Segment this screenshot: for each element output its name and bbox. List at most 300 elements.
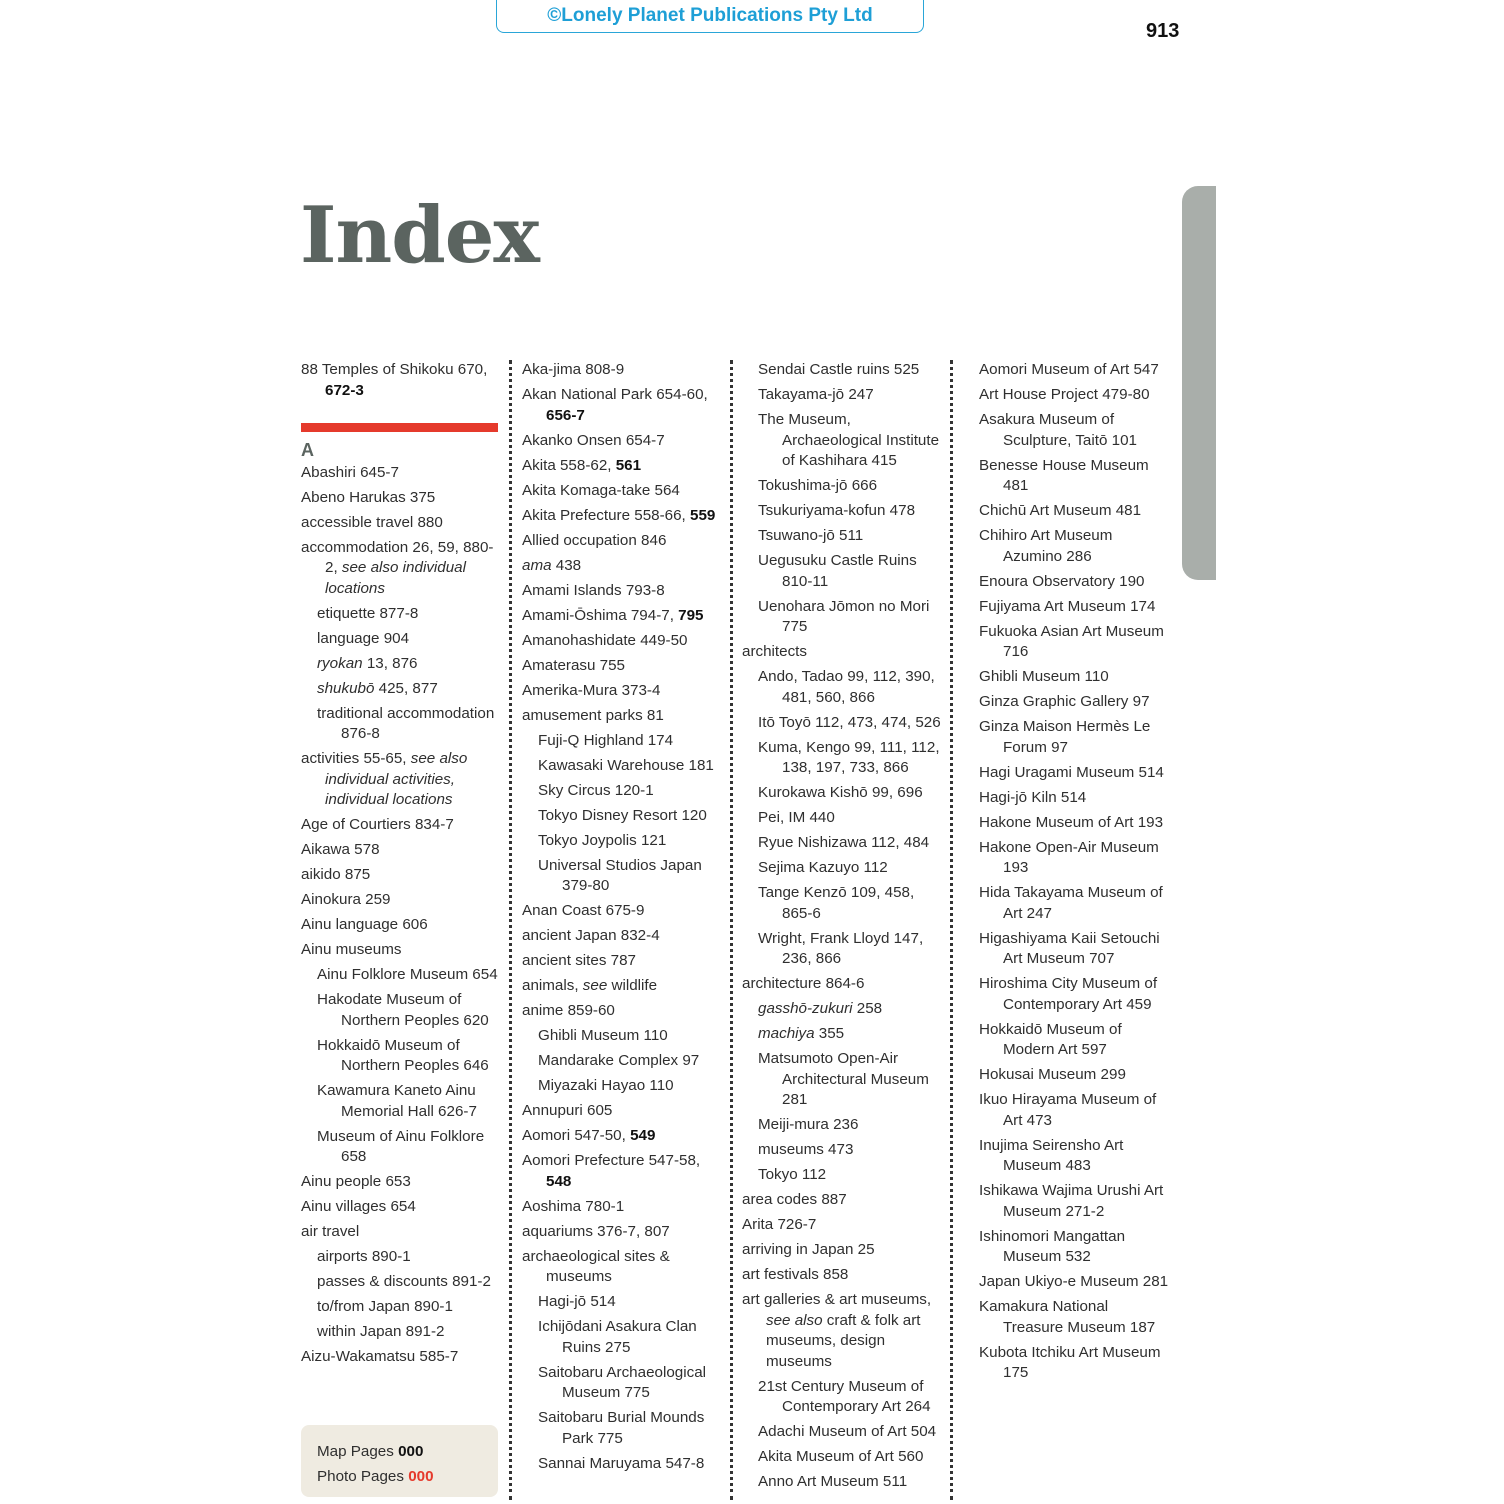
index-entry bbox=[522, 506, 722, 527]
entry-text: 88 Temples of Shikoku 670, bbox=[301, 361, 488, 378]
index-entry bbox=[979, 360, 1169, 381]
index-subentry bbox=[522, 1317, 722, 1358]
entry-text: animals, bbox=[522, 977, 583, 994]
entry-text: Ando, Tadao 99, 112, 390, 481, 560, 866 bbox=[758, 668, 935, 706]
entry-text: Sendai Castle ruins 525 bbox=[758, 361, 920, 378]
index-subentry bbox=[301, 1322, 498, 1343]
entry-text: Hokusai Museum 299 bbox=[979, 1066, 1126, 1083]
entry-text: arriving in Japan 25 bbox=[742, 1241, 875, 1258]
index-entry bbox=[979, 813, 1169, 834]
entry-text: Hagi Uragami Museum 514 bbox=[979, 763, 1164, 781]
entry-text: Enoura Observatory 190 bbox=[979, 572, 1145, 590]
entry-text: Tsuwano-jō 511 bbox=[758, 527, 864, 544]
entry-text: Tokyo Joypolis 121 bbox=[538, 831, 667, 849]
entry-text: Uegusuku Castle Ruins 810-11 bbox=[758, 552, 917, 590]
index-entry bbox=[522, 456, 722, 477]
entry-text: Ginza Maison Hermès Le Forum 97 bbox=[979, 718, 1151, 756]
index-entry bbox=[522, 1001, 722, 1022]
legend-photo-value: 000 bbox=[408, 1468, 434, 1485]
index-entry bbox=[522, 1247, 722, 1288]
index-subentry bbox=[301, 1297, 498, 1318]
entry-text: Ainu language 606 bbox=[301, 916, 428, 933]
index-column-2 bbox=[522, 360, 722, 1479]
index-entry bbox=[979, 717, 1169, 758]
index-subentry bbox=[301, 629, 498, 650]
index-entry bbox=[522, 431, 722, 452]
index-entry bbox=[301, 1347, 498, 1368]
entry-text: Higashiyama Kaii Setouchi Art Museum 707 bbox=[979, 929, 1160, 967]
index-entry bbox=[301, 488, 498, 509]
index-subentry bbox=[522, 1026, 722, 1047]
index-subentry bbox=[301, 604, 498, 625]
entry-text: 438 bbox=[551, 556, 582, 574]
entry-text: Ishinomori Mangattan Museum 532 bbox=[979, 1227, 1126, 1265]
entry-text: traditional accommodation 876-8 bbox=[317, 704, 495, 742]
entry-text: Anno Art Museum 511 bbox=[758, 1473, 908, 1490]
index-entry bbox=[301, 749, 498, 811]
entry-text: ancient sites 787 bbox=[522, 952, 636, 969]
entry-text: archaeological sites & museums bbox=[522, 1247, 670, 1285]
entry-text: ryokan bbox=[317, 654, 363, 672]
entry-text: art festivals 858 bbox=[742, 1266, 849, 1283]
index-column-1 bbox=[301, 360, 498, 1372]
index-subentry bbox=[742, 999, 947, 1020]
index-subentry bbox=[742, 929, 947, 970]
index-subentry bbox=[522, 831, 722, 852]
entry-text: area codes 887 bbox=[742, 1191, 847, 1208]
index-entry bbox=[979, 1090, 1169, 1131]
index-subentry bbox=[742, 1140, 947, 1161]
index-entry bbox=[979, 1297, 1169, 1338]
entry-text: Sejima Kazuyo 112 bbox=[758, 859, 888, 876]
entry-text: Museum of Ainu Folklore 658 bbox=[317, 1127, 485, 1165]
entry-text: Hagi-jō Kiln 514 bbox=[979, 788, 1087, 806]
entry-text: Hida Takayama Museum of Art 247 bbox=[979, 884, 1163, 922]
entry-text: Ainu museums bbox=[301, 941, 402, 958]
entry-text: 258 bbox=[852, 1000, 883, 1017]
entry-text: 656-7 bbox=[546, 406, 585, 424]
entry-text: Benesse House Museum 481 bbox=[979, 456, 1149, 494]
entry-text: Abeno Harukas 375 bbox=[301, 488, 436, 506]
entry-text: Kuma, Kengo 99, 111, 112, 138, 197, 733, 866 bbox=[758, 738, 940, 776]
index-subentry bbox=[301, 654, 498, 675]
index-entry bbox=[522, 1197, 722, 1218]
index-subentry bbox=[301, 1272, 498, 1293]
index-entry bbox=[301, 840, 498, 861]
index-subentry bbox=[742, 738, 947, 779]
entry-text: Kubota Itchiku Art Museum 175 bbox=[979, 1343, 1161, 1381]
entry-text: see also individual locations bbox=[325, 559, 467, 597]
entry-text: Sky Circus 120-1 bbox=[538, 781, 654, 799]
page-number: 913 bbox=[1146, 20, 1180, 42]
index-entry bbox=[301, 915, 498, 936]
legend-map-label: Map Pages bbox=[317, 1443, 394, 1460]
entry-text: Ghibli Museum 110 bbox=[979, 668, 1109, 685]
entry-text: Sannai Maruyama 547-8 bbox=[538, 1454, 705, 1472]
entry-text: Akita Museum of Art 560 bbox=[758, 1448, 924, 1465]
index-entry bbox=[979, 838, 1169, 879]
index-subentry bbox=[742, 783, 947, 804]
entry-text: Ainu Folklore Museum 654 bbox=[317, 966, 498, 983]
index-entry bbox=[522, 531, 722, 552]
index-subentry bbox=[742, 551, 947, 592]
entry-text: The Museum, Archaeological Institute of Kashihara 415 bbox=[758, 411, 940, 469]
legend-map-pages bbox=[317, 1439, 498, 1464]
index-entry bbox=[301, 538, 498, 600]
entry-text: A bbox=[301, 440, 314, 460]
index-subentry bbox=[301, 990, 498, 1031]
entry-text: Hokkaidō Museum of Modern Art 597 bbox=[979, 1020, 1122, 1058]
index-entry bbox=[522, 1151, 722, 1192]
entry-text: passes & discounts 891-2 bbox=[317, 1273, 491, 1290]
index-subentry bbox=[742, 1377, 947, 1418]
index-entry bbox=[742, 1190, 947, 1211]
index-entry bbox=[301, 1197, 498, 1218]
index-subentry bbox=[742, 1447, 947, 1468]
entry-text: Fuji-Q Highland 174 bbox=[538, 731, 674, 749]
index-subentry bbox=[742, 526, 947, 547]
entry-text: Amanohashidate 449-50 bbox=[522, 631, 688, 649]
index-entry bbox=[742, 1290, 947, 1372]
entry-text: accessible travel 880 bbox=[301, 513, 443, 531]
index-subentry bbox=[742, 1472, 947, 1493]
entry-text: 672-3 bbox=[325, 381, 364, 399]
entry-text: Matsumoto Open-Air Architectural Museum 281 bbox=[758, 1050, 929, 1108]
index-subentry bbox=[742, 667, 947, 708]
entry-text: Kamakura National Treasure Museum 187 bbox=[979, 1298, 1156, 1336]
entry-text: 21st Century Museum of Contemporary Art 264 bbox=[758, 1377, 931, 1415]
index-subentry bbox=[742, 808, 947, 829]
index-subentry bbox=[522, 856, 722, 897]
index-entry bbox=[522, 951, 722, 972]
index-subentry bbox=[742, 713, 947, 734]
entry-text: air travel bbox=[301, 1223, 360, 1240]
index-entry bbox=[979, 929, 1169, 970]
entry-text: Mandarake Complex 97 bbox=[538, 1052, 700, 1069]
index-entry bbox=[979, 1272, 1169, 1293]
entry-text: Japan Ukiyo-e Museum 281 bbox=[979, 1273, 1169, 1290]
index-subentry bbox=[742, 883, 947, 924]
entry-text: aquariums 376-7, 807 bbox=[522, 1222, 670, 1240]
index-subentry bbox=[522, 731, 722, 752]
index-subentry bbox=[742, 385, 947, 406]
entry-text: airports 890-1 bbox=[317, 1248, 411, 1265]
index-entry bbox=[979, 788, 1169, 809]
index-entry bbox=[979, 526, 1169, 567]
index-entry bbox=[979, 572, 1169, 593]
index-entry bbox=[522, 385, 722, 426]
entry-text: Kawamura Kaneto Ainu Memorial Hall 626-7 bbox=[317, 1082, 477, 1120]
index-subentry bbox=[301, 1247, 498, 1268]
entry-text: Akita 558-62, bbox=[522, 456, 616, 474]
entry-text: Annupuri 605 bbox=[522, 1102, 613, 1119]
index-entry bbox=[522, 556, 722, 577]
index-entry bbox=[742, 642, 947, 663]
entry-text: gasshō-zukuri bbox=[758, 1000, 853, 1017]
index-subentry bbox=[742, 1115, 947, 1136]
entry-text: Ainokura 259 bbox=[301, 891, 391, 908]
entry-text: museums 473 bbox=[758, 1141, 854, 1158]
entry-text: Ichijōdani Asakura Clan Ruins 275 bbox=[538, 1318, 697, 1356]
entry-text: Itō Toyō 112, 473, 474, 526 bbox=[758, 713, 941, 731]
index-subentry bbox=[742, 597, 947, 638]
index-subentry bbox=[742, 1024, 947, 1045]
index-entry bbox=[301, 1222, 498, 1243]
entry-text: Aka-jima 808-9 bbox=[522, 361, 625, 378]
entry-text: 795 bbox=[678, 606, 704, 624]
entry-text: Amaterasu 755 bbox=[522, 656, 625, 674]
entry-text: art galleries & art museums, bbox=[742, 1291, 932, 1308]
index-entry bbox=[301, 513, 498, 534]
index-entry bbox=[522, 681, 722, 702]
entry-text: Ishikawa Wajima Urushi Art Museum 271-2 bbox=[979, 1182, 1164, 1220]
index-entry bbox=[979, 1181, 1169, 1222]
entry-text: Ainu people 653 bbox=[301, 1173, 411, 1190]
entry-text: Tokyo Disney Resort 120 bbox=[538, 806, 707, 824]
index-column-3 bbox=[742, 360, 947, 1497]
column-divider bbox=[509, 360, 512, 1500]
entry-text: Hakone Museum of Art 193 bbox=[979, 813, 1164, 831]
index-entry bbox=[522, 631, 722, 652]
entry-text: see also bbox=[766, 1311, 823, 1329]
entry-text: Miyazaki Hayao 110 bbox=[538, 1077, 674, 1094]
entry-text: 425, 877 bbox=[374, 679, 438, 697]
entry-text: language 904 bbox=[317, 629, 410, 647]
entry-text: Kurokawa Kishō 99, 696 bbox=[758, 784, 923, 801]
entry-text: Amami-Ōshima 794-7, bbox=[522, 606, 679, 624]
entry-text: accommodation 26, 59, 880-2, bbox=[301, 538, 494, 576]
index-subentry bbox=[522, 1076, 722, 1097]
index-entry bbox=[979, 692, 1169, 713]
entry-text: Anan Coast 675-9 bbox=[522, 902, 645, 919]
entry-text: Fujiyama Art Museum 174 bbox=[979, 597, 1156, 615]
entry-text: 548 bbox=[546, 1172, 572, 1190]
entry-text: 561 bbox=[615, 456, 642, 474]
entry-text: shukubō bbox=[317, 679, 375, 697]
index-entry bbox=[522, 1126, 722, 1147]
index-entry bbox=[979, 1136, 1169, 1177]
entry-text: Inujima Seirensho Art Museum 483 bbox=[979, 1136, 1124, 1174]
entry-text: Meiji-mura 236 bbox=[758, 1116, 859, 1133]
index-entry bbox=[522, 1101, 722, 1122]
entry-text: Saitobaru Archaeological Museum 775 bbox=[538, 1363, 707, 1401]
entry-text: Aomori Prefecture 547-58, bbox=[522, 1152, 701, 1169]
index-entry bbox=[979, 385, 1169, 406]
index-entry bbox=[522, 606, 722, 627]
entry-text: Akanko Onsen 654-7 bbox=[522, 431, 665, 449]
entry-text: Hakone Open-Air Museum 193 bbox=[979, 838, 1159, 876]
index-subentry bbox=[742, 410, 947, 472]
entry-text: Ghibli Museum 110 bbox=[538, 1027, 668, 1044]
index-subentry bbox=[301, 679, 498, 700]
index-entry bbox=[979, 1020, 1169, 1061]
index-subentry bbox=[301, 1127, 498, 1168]
index-subentry bbox=[522, 1051, 722, 1072]
entry-text: to/from Japan 890-1 bbox=[317, 1298, 453, 1315]
index-entry bbox=[742, 1240, 947, 1261]
index-entry bbox=[979, 1065, 1169, 1086]
index-entry bbox=[742, 1265, 947, 1286]
index-entry bbox=[979, 456, 1169, 497]
entry-text: Amerika-Mura 373-4 bbox=[522, 681, 661, 699]
index-subentry bbox=[522, 1292, 722, 1313]
index-subentry bbox=[742, 1422, 947, 1443]
index-subentry bbox=[742, 476, 947, 497]
index-subentry bbox=[742, 1049, 947, 1111]
entry-text: Saitobaru Burial Mounds Park 775 bbox=[538, 1409, 705, 1447]
index-subentry bbox=[301, 965, 498, 986]
index-subentry bbox=[301, 1081, 498, 1122]
entry-text: within Japan 891-2 bbox=[317, 1323, 445, 1340]
entry-text: Hakodate Museum of Northern Peoples 620 bbox=[317, 991, 489, 1029]
index-subentry bbox=[742, 360, 947, 381]
index-entry bbox=[301, 815, 498, 836]
entry-text: Allied occupation 846 bbox=[522, 531, 667, 549]
entry-text: activities 55-65, bbox=[301, 750, 411, 767]
column-divider bbox=[730, 360, 733, 1500]
legend-map-value: 000 bbox=[398, 1443, 424, 1460]
entry-text: Akan National Park 654-60, bbox=[522, 386, 708, 403]
entry-text: Ikuo Hirayama Museum of Art 473 bbox=[979, 1091, 1157, 1129]
page-legend bbox=[301, 1425, 498, 1497]
entry-text: Amami Islands 793-8 bbox=[522, 581, 665, 599]
entry-text: Ryue Nishizawa 112, 484 bbox=[758, 834, 930, 851]
index-subentry bbox=[522, 1408, 722, 1449]
entry-text: 549 bbox=[630, 1127, 656, 1144]
index-entry bbox=[522, 901, 722, 922]
entry-text: Adachi Museum of Art 504 bbox=[758, 1423, 937, 1440]
entry-text: Kawasaki Warehouse 181 bbox=[538, 756, 714, 774]
entry-text: Tange Kenzō 109, 458, 865-6 bbox=[758, 884, 915, 922]
index-subentry bbox=[522, 1454, 722, 1475]
index-entry bbox=[301, 890, 498, 911]
entry-text: ancient Japan 832-4 bbox=[522, 927, 660, 944]
index-entry bbox=[522, 1222, 722, 1243]
entry-text: amusement parks 81 bbox=[522, 706, 664, 724]
entry-text: Asakura Museum of Sculpture, Taitō 101 bbox=[979, 411, 1137, 449]
index-entry bbox=[301, 360, 498, 401]
index-subentry bbox=[522, 806, 722, 827]
index-subentry bbox=[742, 1165, 947, 1186]
entry-text: Hagi-jō 514 bbox=[538, 1293, 616, 1310]
entry-text: Ainu villages 654 bbox=[301, 1198, 416, 1215]
entry-text: Age of Courtiers 834-7 bbox=[301, 816, 454, 833]
entry-text: Akita Komaga-take 564 bbox=[522, 481, 680, 499]
index-entry bbox=[522, 481, 722, 502]
entry-text: Akita Prefecture 558-66, bbox=[522, 506, 690, 524]
entry-text: Pei, IM 440 bbox=[758, 809, 835, 826]
index-subentry bbox=[742, 833, 947, 854]
index-entry bbox=[979, 974, 1169, 1015]
entry-text: Tokushima-jō 666 bbox=[758, 477, 878, 494]
entry-text: etiquette 877-8 bbox=[317, 604, 419, 622]
section-letter bbox=[301, 440, 498, 461]
entry-text: Hiroshima City Museum of Contemporary Art 459 bbox=[979, 975, 1158, 1013]
legend-photo-pages bbox=[317, 1464, 498, 1489]
entry-text: Art House Project 479-80 bbox=[979, 386, 1150, 403]
column-divider bbox=[950, 360, 953, 1500]
entry-text: Ginza Graphic Gallery 97 bbox=[979, 693, 1150, 710]
entry-text: Wright, Frank Lloyd 147, 236, 866 bbox=[758, 929, 924, 967]
entry-text: see bbox=[582, 977, 608, 994]
page-title: Index bbox=[300, 190, 539, 281]
thumb-index-tab bbox=[1182, 186, 1216, 580]
entry-text: machiya bbox=[758, 1025, 815, 1042]
copyright-banner: ©Lonely Planet Publications Pty Ltd bbox=[496, 0, 924, 33]
index-subentry bbox=[742, 501, 947, 522]
entry-text: 13, 876 bbox=[362, 654, 418, 672]
entry-text: 559 bbox=[690, 506, 716, 524]
index-subentry bbox=[742, 858, 947, 879]
index-entry bbox=[979, 597, 1169, 618]
index-entry bbox=[979, 501, 1169, 522]
entry-text: Universal Studios Japan 379-80 bbox=[538, 856, 702, 894]
entry-text: Arita 726-7 bbox=[742, 1216, 817, 1233]
index-entry bbox=[522, 976, 722, 997]
index-subentry bbox=[301, 1036, 498, 1077]
entry-text: 355 bbox=[814, 1025, 845, 1042]
index-entry bbox=[522, 706, 722, 727]
index-entry bbox=[979, 410, 1169, 451]
index-entry bbox=[979, 883, 1169, 924]
entry-text: Tsukuriyama-kofun 478 bbox=[758, 502, 916, 519]
entry-text: see also individual activities, individual locations bbox=[325, 750, 468, 808]
entry-text: Fukuoka Asian Art Museum 716 bbox=[979, 622, 1164, 660]
section-divider-bar bbox=[301, 423, 498, 432]
entry-text: Aikawa 578 bbox=[301, 841, 380, 858]
entry-text: Aomori 547-50, bbox=[522, 1127, 631, 1144]
entry-text: anime 859-60 bbox=[522, 1002, 615, 1019]
entry-text: craft & folk art museums, design museums bbox=[766, 1311, 921, 1370]
index-entry bbox=[979, 763, 1169, 784]
entry-text: Hokkaidō Museum of Northern Peoples 646 bbox=[317, 1036, 489, 1074]
index-entry bbox=[979, 667, 1169, 688]
index-entry bbox=[522, 656, 722, 677]
entry-text: Takayama-jō 247 bbox=[758, 386, 874, 403]
entry-text: Chihiro Art Museum Azumino 286 bbox=[979, 527, 1113, 565]
index-entry bbox=[301, 865, 498, 886]
index-entry bbox=[979, 1343, 1169, 1384]
entry-text: architects bbox=[742, 643, 807, 660]
index-subentry bbox=[522, 1363, 722, 1404]
index-entry bbox=[742, 1215, 947, 1236]
entry-text: aikido 875 bbox=[301, 866, 371, 883]
entry-text: Aizu-Wakamatsu 585-7 bbox=[301, 1348, 459, 1365]
entry-text: Uenohara Jōmon no Mori 775 bbox=[758, 597, 930, 635]
index-entry bbox=[522, 581, 722, 602]
index-entry bbox=[522, 360, 722, 381]
index-column-4 bbox=[979, 360, 1169, 1388]
index-entry bbox=[301, 1172, 498, 1193]
index-entry bbox=[979, 1227, 1169, 1268]
index-subentry bbox=[522, 781, 722, 802]
entry-text: Tokyo 112 bbox=[758, 1166, 827, 1183]
index-subentry bbox=[522, 756, 722, 777]
entry-text: Aomori Museum of Art 547 bbox=[979, 361, 1159, 378]
index-entry bbox=[301, 940, 498, 961]
index-entry bbox=[522, 926, 722, 947]
index-entry bbox=[301, 463, 498, 484]
entry-text: architecture 864-6 bbox=[742, 975, 865, 992]
entry-text: ama bbox=[522, 556, 552, 574]
entry-text: Abashiri 645-7 bbox=[301, 463, 399, 481]
entry-text: Chichū Art Museum 481 bbox=[979, 502, 1142, 519]
index-entry bbox=[979, 622, 1169, 663]
legend-photo-label: Photo Pages bbox=[317, 1468, 404, 1485]
entry-text: wildlife bbox=[607, 977, 658, 994]
index-subentry bbox=[301, 704, 498, 745]
index-entry bbox=[742, 974, 947, 995]
